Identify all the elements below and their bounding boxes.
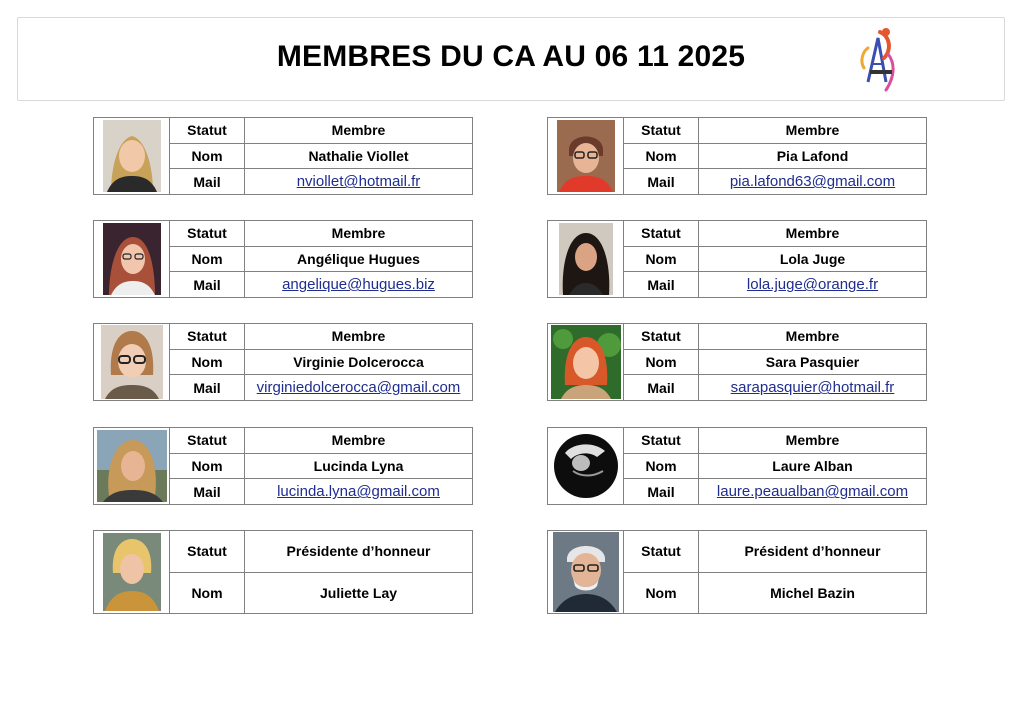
label-mail: Mail	[170, 479, 245, 504]
member-name: Sara Pasquier	[765, 354, 860, 370]
label-statut: Statut	[170, 428, 245, 453]
label-statut: Statut	[624, 118, 699, 143]
member-card	[93, 427, 473, 505]
member-photo	[548, 118, 624, 194]
member-email-link[interactable]: angelique@hugues.biz	[282, 276, 435, 294]
portrait-icon	[101, 325, 163, 399]
member-name: Michel Bazin	[770, 584, 855, 601]
member-name: Angélique Hugues	[297, 251, 420, 267]
portrait-icon	[559, 223, 613, 295]
portrait-icon	[557, 120, 615, 192]
member-name: Laure Alban	[772, 458, 853, 474]
label-mail: Mail	[624, 272, 699, 297]
member-name: Virginie Dolcerocca	[293, 354, 424, 370]
label-statut: Statut	[624, 324, 699, 349]
portrait-icon	[97, 430, 167, 502]
member-photo	[94, 324, 170, 400]
member-email-link[interactable]: lucinda.lyna@gmail.com	[277, 483, 440, 501]
member-statut: Présidente d’honneur	[286, 543, 431, 560]
label-mail: Mail	[624, 479, 699, 504]
portrait-icon	[553, 433, 619, 499]
label-statut: Statut	[170, 531, 245, 572]
label-nom: Nom	[624, 454, 699, 479]
label-mail: Mail	[170, 375, 245, 400]
portrait-icon	[103, 120, 161, 192]
member-statut: Membre	[331, 225, 386, 242]
member-photo	[548, 428, 624, 504]
label-nom: Nom	[170, 144, 245, 169]
label-nom: Nom	[170, 350, 245, 375]
member-photo	[94, 221, 170, 297]
member-photo	[548, 324, 624, 400]
label-mail: Mail	[170, 169, 245, 194]
member-statut: Membre	[331, 122, 386, 139]
label-statut: Statut	[170, 118, 245, 143]
label-nom: Nom	[624, 144, 699, 169]
page-header	[17, 17, 1005, 101]
member-name: Juliette Lay	[319, 584, 398, 601]
label-statut: Statut	[624, 221, 699, 246]
member-statut: Président d’honneur	[744, 543, 881, 560]
portrait-icon	[103, 533, 161, 611]
member-name: Nathalie Viollet	[308, 148, 409, 164]
member-card	[93, 323, 473, 401]
member-photo	[548, 221, 624, 297]
member-name: Pia Lafond	[776, 148, 849, 164]
member-email-link[interactable]: pia.lafond63@gmail.com	[729, 173, 896, 191]
member-card	[93, 220, 473, 298]
member-email-link[interactable]: nviollet@hotmail.fr	[296, 173, 421, 191]
association-logo-icon	[856, 24, 904, 94]
member-card	[93, 530, 473, 614]
member-statut: Membre	[785, 328, 840, 345]
label-mail: Mail	[624, 375, 699, 400]
member-photo	[548, 531, 624, 613]
member-card	[547, 117, 927, 195]
member-card	[547, 220, 927, 298]
member-email-link[interactable]: lola.juge@orange.fr	[746, 276, 879, 294]
member-statut: Membre	[785, 225, 840, 242]
label-mail: Mail	[624, 169, 699, 194]
member-photo	[94, 428, 170, 504]
label-nom: Nom	[624, 350, 699, 375]
label-statut: Statut	[624, 531, 699, 572]
member-card	[547, 323, 927, 401]
member-statut: Membre	[785, 432, 840, 449]
label-nom: Nom	[624, 573, 699, 614]
member-card	[547, 530, 927, 614]
page-title: MEMBRES DU CA AU 06 11 2025	[276, 40, 746, 73]
portrait-icon	[103, 223, 161, 295]
member-statut: Membre	[331, 328, 386, 345]
member-name: Lucinda Lyna	[313, 458, 404, 474]
member-email-link[interactable]: laure.peaualban@gmail.com	[716, 483, 909, 501]
member-statut: Membre	[331, 432, 386, 449]
member-statut: Membre	[785, 122, 840, 139]
label-nom: Nom	[170, 573, 245, 614]
label-statut: Statut	[170, 324, 245, 349]
label-mail: Mail	[170, 272, 245, 297]
label-statut: Statut	[624, 428, 699, 453]
portrait-icon	[553, 532, 619, 612]
member-email-link[interactable]: virginiedolcerocca@gmail.com	[256, 379, 461, 397]
member-photo	[94, 118, 170, 194]
member-email-link[interactable]: sarapasquier@hotmail.fr	[730, 379, 895, 397]
member-card	[93, 117, 473, 195]
member-name: Lola Juge	[779, 251, 846, 267]
member-card	[547, 427, 927, 505]
portrait-icon	[551, 325, 621, 399]
label-nom: Nom	[170, 247, 245, 272]
label-nom: Nom	[624, 247, 699, 272]
member-photo	[94, 531, 170, 613]
label-statut: Statut	[170, 221, 245, 246]
label-nom: Nom	[170, 454, 245, 479]
